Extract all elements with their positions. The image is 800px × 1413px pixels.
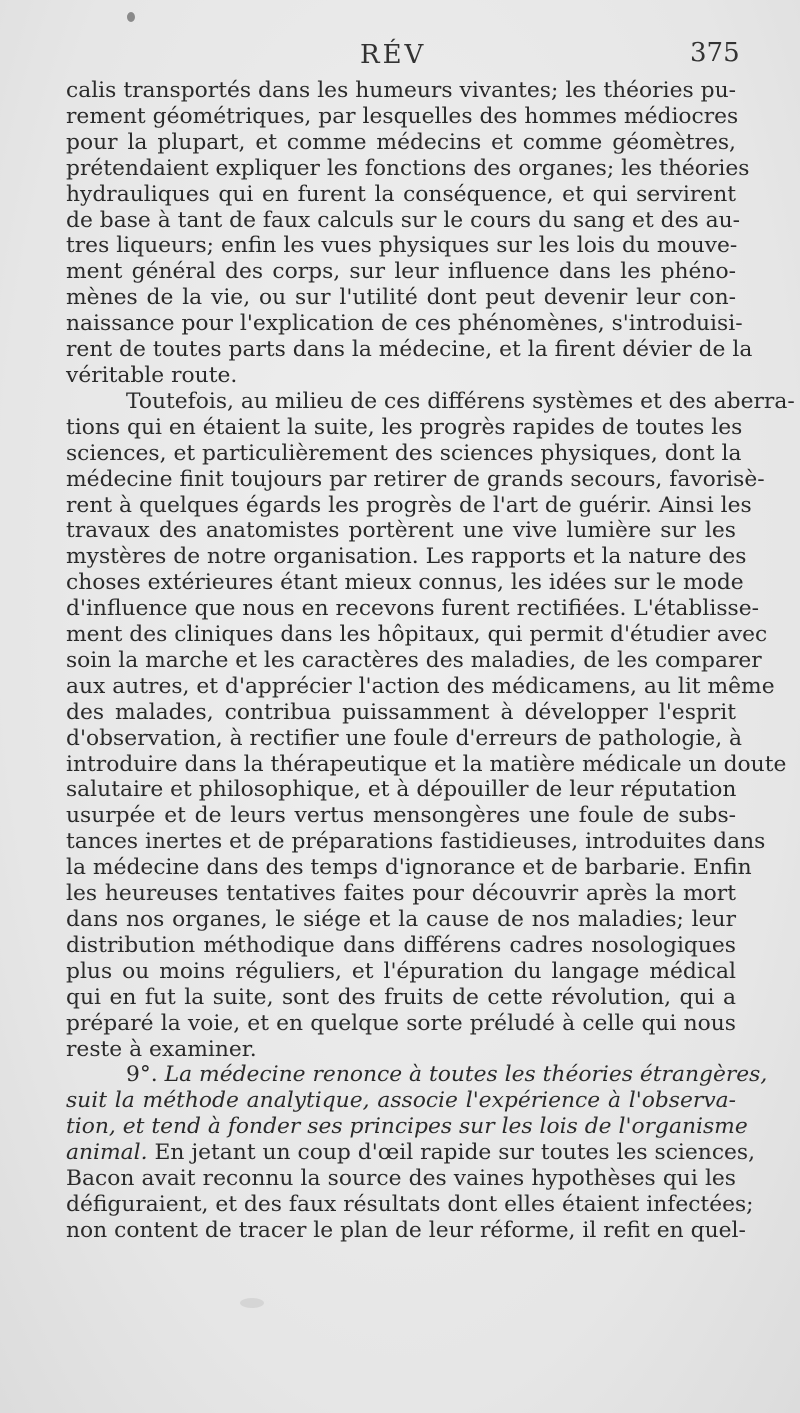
text-line: Bacon avait reconnu la source des vaines hypothèses qui les [66,1166,736,1192]
text-line: véritable route. [66,362,238,388]
section-heading-line [66,1088,736,1114]
section-title-italic: tion, et tend à fonder ses principes sur les lois de l'organisme [66,1114,748,1140]
text-line: rent de toutes parts dans la médecine, et la firent dévier de la [66,337,753,363]
text-line: mènes de la vie, ou sur l'utilité dont peut devenir leur con- [66,285,736,311]
page-number: 375 [690,38,740,68]
section-number: 9°. [126,1062,158,1088]
text-line: salutaire et philosophique, et à dépouiller de leur réputation [66,777,737,803]
text-line: d'influence que nous en recevons furent rectifiées. L'établisse- [66,596,759,622]
text-line: distribution méthodique dans différens cadres nosologiques [66,932,736,958]
text-line: reste à examiner. [66,1036,257,1062]
text-line: Toutefois, au milieu de ces différens systèmes et des aberra- [126,388,795,414]
text-line: préparé la voie, et en quelque sorte préludé à celle qui nous [66,1010,736,1036]
section-title-italic: animal. [66,1140,148,1166]
running-head: RÉV [360,40,427,70]
text-line: soin la marche et les caractères des maladies, de les comparer [66,647,762,673]
text-line: des malades, contribua puissamment à développer l'esprit [66,699,736,725]
section-title-italic: La médecine renonce à toutes les théories étrangères, [164,1062,768,1088]
text-line: de base à tant de faux calculs sur le cours du sang et des au- [66,207,741,233]
text-line: rement géométriques, par lesquelles des hommes médiocres [66,103,739,129]
text-line: tres liqueurs; enfin les vues physiques sur les lois du mouve- [66,233,738,259]
text-line: calis transportés dans les humeurs vivantes; les théories pu- [66,78,736,103]
text-line: introduire dans la thérapeutique et la matière médicale un doute [66,751,787,777]
text-line: non content de tracer le plan de leur réforme, il refit en quel- [66,1217,746,1243]
text-line: travaux des anatomistes portèrent une vive lumière sur les [66,518,736,544]
text-line: la médecine dans des temps d'ignorance et de barbarie. Enfin [66,855,752,881]
text-line: qui en fut la suite, sont des fruits de cette révolution, qui a [66,984,736,1010]
paper-smudge [240,1298,264,1308]
text-line: tions qui en étaient la suite, les progrès rapides de toutes les [66,414,743,440]
section-heading-line [66,1114,748,1140]
text-line: rent à quelques égards les progrès de l'art de guérir. Ainsi les [66,492,752,518]
text-line: dans nos organes, le siége et la cause de nos maladies; leur [66,907,736,932]
body-text [66,78,795,1244]
text-line: usurpée et de leurs vertus mensongères une foule de subs- [66,803,736,829]
section-heading-line [66,1140,756,1166]
section-heading-line [66,1062,768,1088]
text-line: tances inertes et de préparations fastidieuses, introduites dans [66,829,766,855]
text-line: mystères de notre organisation. Les rapports et la nature des [66,544,747,570]
text-line: aux autres, et d'apprécier l'action des médicamens, au lit même [66,673,775,699]
section-text: En jetant un coup d'œil rapide sur toutes les sciences, [147,1140,756,1166]
section-title-italic: suit la méthode analytique, associe l'expérience à l'observa- [66,1088,736,1114]
text-line: défiguraient, et des faux résultats dont elles étaient infectées; [66,1191,754,1217]
text-line: hydrauliques qui en furent la conséquence, et qui servirent [66,181,736,207]
text-line: prétendaient expliquer les fonctions des organes; les théories [66,155,750,181]
text-line: pour la plupart, et comme médecins et comme géomètres, [66,129,736,155]
page-header [0,38,800,78]
text-line: ment des cliniques dans les hôpitaux, qui permit d'étudier avec [66,622,768,648]
text-line: choses extérieures étant mieux connus, les idées sur le mode [66,570,744,596]
text-line: ment général des corps, sur leur influence dans les phéno- [66,259,736,285]
text-line: sciences, et particulièrement des sciences physiques, dont la [66,440,742,466]
text-line: les heureuses tentatives faites pour découvrir après la mort [66,881,736,907]
ink-speck [127,12,135,22]
text-line: plus ou moins réguliers, et l'épuration du langage médical [66,958,736,984]
text-line: médecine finit toujours par retirer de grands secours, favorisè- [66,466,765,492]
text-line: naissance pour l'explication de ces phénomènes, s'introduisi- [66,311,743,337]
text-line: d'observation, à rectifier une foule d'erreurs de pathologie, à [66,725,743,751]
